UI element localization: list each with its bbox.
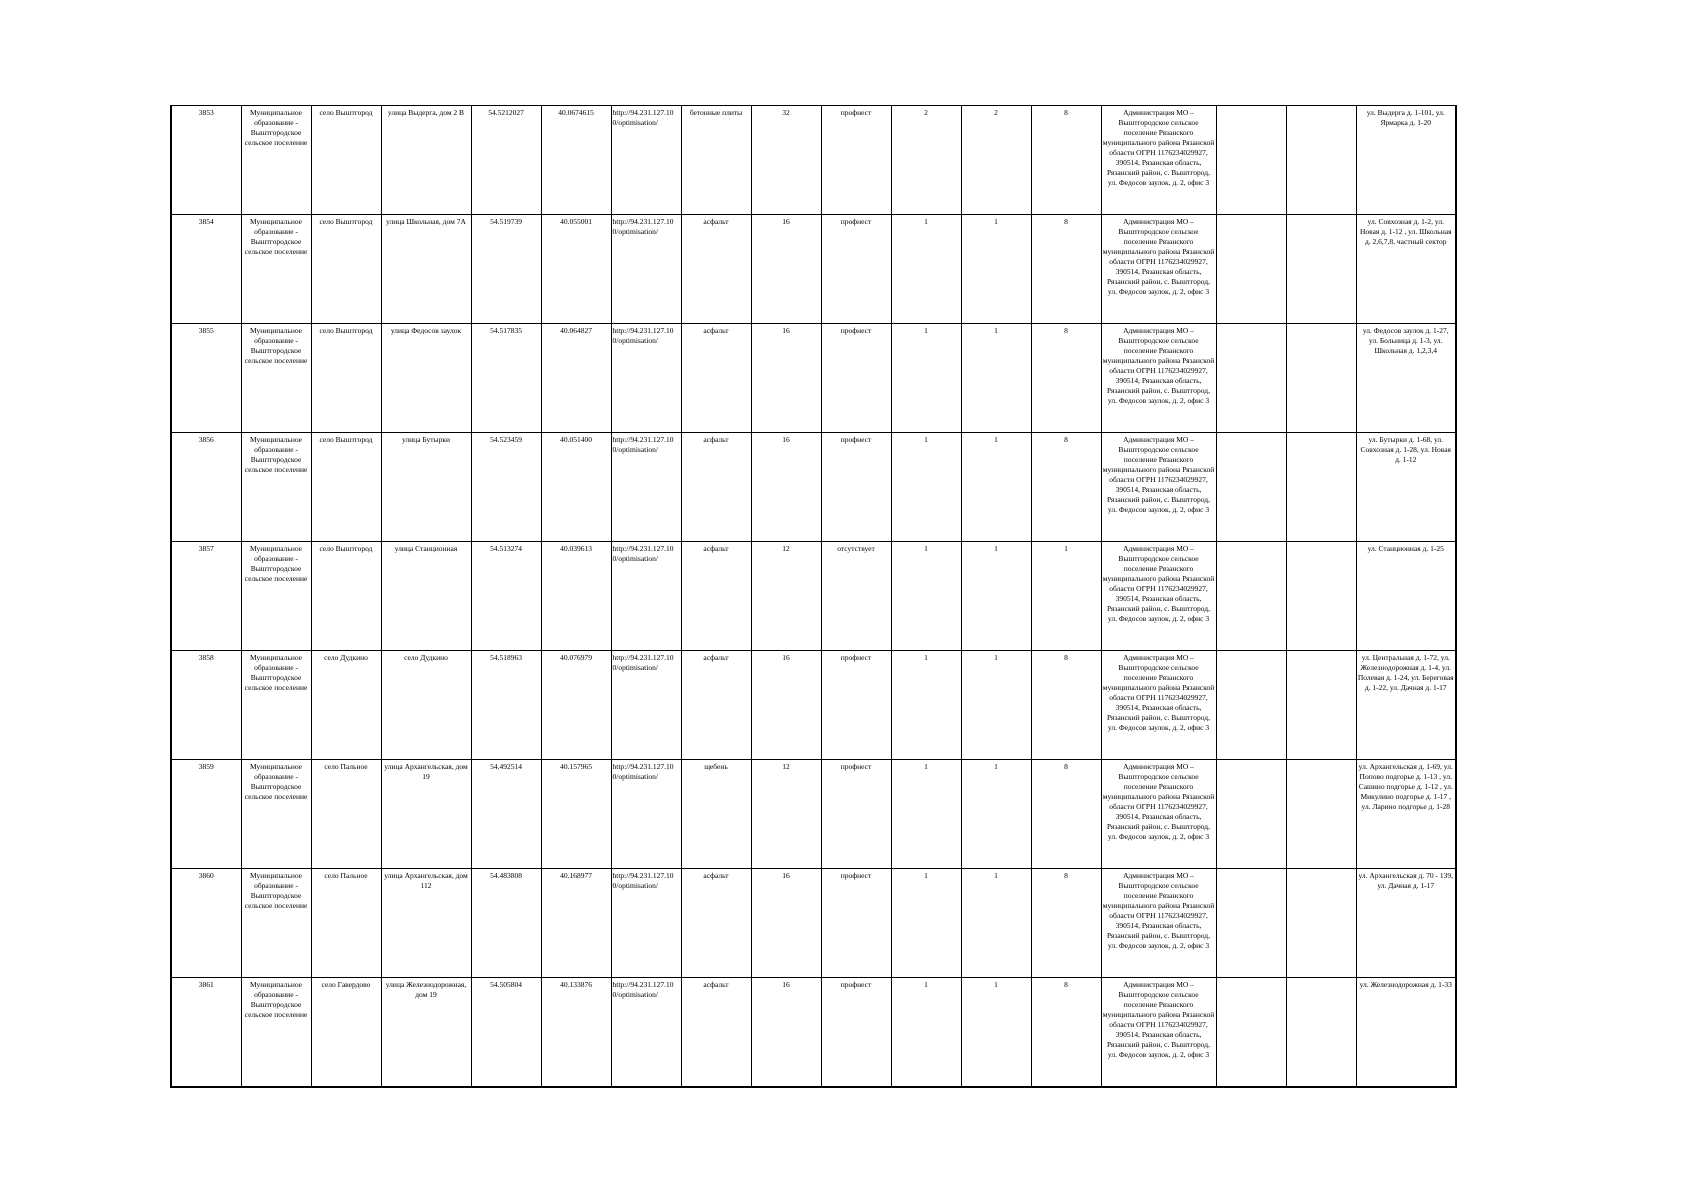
empty-cell <box>1216 215 1286 324</box>
volume-cell: 8 <box>1031 651 1101 760</box>
volume-cell: 8 <box>1031 433 1101 542</box>
volume-cell: 8 <box>1031 106 1101 215</box>
containers-planned-cell: 1 <box>891 215 961 324</box>
address-cell: улица Железнодорожная, дом 19 <box>381 978 471 1088</box>
containers-planned-cell: 1 <box>891 760 961 869</box>
latitude-cell: 54.492514 <box>471 760 541 869</box>
containers-placed-cell: 1 <box>961 978 1031 1088</box>
fence-cell: профнест <box>821 651 891 760</box>
owner-cell: Администрация МО – Выштгородское сельское поселение Рязанского муниципального района Рязанской области ОГРН 1176234029927, 390514, Рязанская область, Рязанский район, с. Выштгород, ул. Федосов заулок, д. 2, офис 3 <box>1101 651 1216 760</box>
url-cell: http://94.231.127.10 0/optimisation/ <box>611 433 681 542</box>
empty-cell <box>1216 542 1286 651</box>
empty-cell <box>1286 760 1356 869</box>
containers-planned-cell: 1 <box>891 869 961 978</box>
row-number-cell: 3859 <box>171 760 241 869</box>
volume-cell: 8 <box>1031 760 1101 869</box>
row-number-cell: 3856 <box>171 433 241 542</box>
containers-planned-cell: 1 <box>891 651 961 760</box>
owner-cell: Администрация МО – Выштгородское сельское поселение Рязанского муниципального района Рязанской области ОГРН 1176234029927, 390514, Рязанская область, Рязанский район, с. Выштгород, ул. Федосов заулок, д. 2, офис 3 <box>1101 215 1216 324</box>
row-number-cell: 3858 <box>171 651 241 760</box>
volume-cell: 1 <box>1031 542 1101 651</box>
fence-cell: профнест <box>821 106 891 215</box>
containers-planned-cell: 1 <box>891 324 961 433</box>
owner-cell: Администрация МО – Выштгородское сельское поселение Рязанского муниципального района Рязанской области ОГРН 1176234029927, 390514, Рязанская область, Рязанский район, с. Выштгород, ул. Федосов заулок, д. 2, офис 3 <box>1101 433 1216 542</box>
municipality-cell: Муниципальное образование - Выштгородское сельское поселение <box>241 433 311 542</box>
table-row <box>171 433 1456 542</box>
volume-cell: 8 <box>1031 978 1101 1088</box>
containers-placed-cell: 1 <box>961 324 1031 433</box>
containers-placed-cell: 1 <box>961 215 1031 324</box>
settlement-cell: село Дудкино <box>311 651 381 760</box>
latitude-cell: 54.513274 <box>471 542 541 651</box>
waste-sources-cell: ул. Станционная д. 1-25 <box>1356 542 1456 651</box>
latitude-cell: 54.523459 <box>471 433 541 542</box>
surface-cell: асфальт <box>681 651 751 760</box>
area-cell: 16 <box>751 978 821 1088</box>
row-number-cell: 3855 <box>171 324 241 433</box>
fence-cell: профнест <box>821 978 891 1088</box>
fence-cell: отсутствует <box>821 542 891 651</box>
waste-sources-cell: ул. Архангельская д. 70 - 139, ул. Дачная д. 1-17 <box>1356 869 1456 978</box>
table-row <box>171 760 1456 869</box>
settlement-cell: село Пальное <box>311 760 381 869</box>
area-cell: 16 <box>751 215 821 324</box>
surface-cell: щебень <box>681 760 751 869</box>
longitude-cell: 40.055001 <box>541 215 611 324</box>
containers-planned-cell: 1 <box>891 542 961 651</box>
municipality-cell: Муниципальное образование - Выштгородское сельское поселение <box>241 651 311 760</box>
waste-sources-cell: ул. Бутырки д. 1-68, ул. Совхозная д. 1-28, ул. Новая д. 1-12 <box>1356 433 1456 542</box>
fence-cell: профнест <box>821 760 891 869</box>
url-cell: http://94.231.127.10 0/optimisation/ <box>611 542 681 651</box>
longitude-cell: 40.064827 <box>541 324 611 433</box>
fence-cell: профнест <box>821 869 891 978</box>
fence-cell: профнест <box>821 433 891 542</box>
address-cell: улица Федосов заулок <box>381 324 471 433</box>
containers-placed-cell: 1 <box>961 869 1031 978</box>
empty-cell <box>1286 651 1356 760</box>
owner-cell: Администрация МО – Выштгородское сельское поселение Рязанского муниципального района Рязанской области ОГРН 1176234029927, 390514, Рязанская область, Рязанский район, с. Выштгород, ул. Федосов заулок, д. 2, офис 3 <box>1101 869 1216 978</box>
owner-cell: Администрация МО – Выштгородское сельское поселение Рязанского муниципального района Рязанской области ОГРН 1176234029927, 390514, Рязанская область, Рязанский район, с. Выштгород, ул. Федосов заулок, д. 2, офис 3 <box>1101 760 1216 869</box>
address-cell: улица Бутырки <box>381 433 471 542</box>
empty-cell <box>1286 869 1356 978</box>
municipality-cell: Муниципальное образование - Выштгородское сельское поселение <box>241 760 311 869</box>
settlement-cell: село Пальное <box>311 869 381 978</box>
empty-cell <box>1286 215 1356 324</box>
fence-cell: профнест <box>821 215 891 324</box>
latitude-cell: 54.483808 <box>471 869 541 978</box>
longitude-cell: 40.051400 <box>541 433 611 542</box>
row-number-cell: 3860 <box>171 869 241 978</box>
row-number-cell: 3854 <box>171 215 241 324</box>
url-cell: http://94.231.127.10 0/optimisation/ <box>611 978 681 1088</box>
settlement-cell: село Выштгород <box>311 433 381 542</box>
url-cell: http://94.231.127.10 0/optimisation/ <box>611 869 681 978</box>
empty-cell <box>1216 433 1286 542</box>
row-number-cell: 3861 <box>171 978 241 1088</box>
municipality-cell: Муниципальное образование - Выштгородское сельское поселение <box>241 324 311 433</box>
row-number-cell: 3853 <box>171 106 241 215</box>
latitude-cell: 54.517835 <box>471 324 541 433</box>
latitude-cell: 54.5212027 <box>471 106 541 215</box>
waste-sources-cell: ул. Выдерга д. 1-101, ул. Ярмарка д. 1-20 <box>1356 106 1456 215</box>
area-cell: 12 <box>751 760 821 869</box>
empty-cell <box>1216 869 1286 978</box>
settlement-cell: село Выштгород <box>311 542 381 651</box>
row-number-cell: 3857 <box>171 542 241 651</box>
address-cell: улица Архангельская, дом 19 <box>381 760 471 869</box>
waste-sources-cell: ул. Совхозная д. 1-2, ул. Новая д. 1-12 , ул. Школьная д. 2,6,7,8, частный сектор <box>1356 215 1456 324</box>
empty-cell <box>1216 978 1286 1088</box>
area-cell: 16 <box>751 324 821 433</box>
settlement-cell: село Выштгород <box>311 324 381 433</box>
address-cell: улица Выдерга, дом 2 В <box>381 106 471 215</box>
longitude-cell: 40.133876 <box>541 978 611 1088</box>
area-cell: 16 <box>751 433 821 542</box>
url-cell: http://94.231.127.10 0/optimisation/ <box>611 760 681 869</box>
address-cell: село Дудкино <box>381 651 471 760</box>
empty-cell <box>1216 106 1286 215</box>
table-row <box>171 106 1456 215</box>
empty-cell <box>1216 651 1286 760</box>
longitude-cell: 40.076979 <box>541 651 611 760</box>
containers-planned-cell: 1 <box>891 978 961 1088</box>
surface-cell: асфальт <box>681 324 751 433</box>
settlement-cell: село Выштгород <box>311 106 381 215</box>
table-row <box>171 978 1456 1088</box>
containers-placed-cell: 1 <box>961 542 1031 651</box>
area-cell: 16 <box>751 869 821 978</box>
waste-sources-cell: ул. Архангельская д. 1-69, ул. Попово подгорье д. 1-13 , ул. Сашино подгорье д. 1-12 , ул. Микулино подгорье д. 1-17 , ул. Ларино подгорье д. 1-28 <box>1356 760 1456 869</box>
empty-cell <box>1216 760 1286 869</box>
settlement-cell: село Выштгород <box>311 215 381 324</box>
containers-planned-cell: 1 <box>891 433 961 542</box>
table-row <box>171 542 1456 651</box>
surface-cell: асфальт <box>681 869 751 978</box>
latitude-cell: 54.505804 <box>471 978 541 1088</box>
empty-cell <box>1216 324 1286 433</box>
owner-cell: Администрация МО – Выштгородское сельское поселение Рязанского муниципального района Рязанской области ОГРН 1176234029927, 390514, Рязанская область, Рязанский район, с. Выштгород, ул. Федосов заулок, д. 2, офис 3 <box>1101 106 1216 215</box>
url-cell: http://94.231.127.10 0/optimisation/ <box>611 324 681 433</box>
municipality-cell: Муниципальное образование - Выштгородское сельское поселение <box>241 978 311 1088</box>
url-cell: http://94.231.127.10 0/optimisation/ <box>611 215 681 324</box>
url-cell: http://94.231.127.10 0/optimisation/ <box>611 106 681 215</box>
registry-body <box>171 106 1456 1088</box>
address-cell: улица Станционная <box>381 542 471 651</box>
empty-cell <box>1286 542 1356 651</box>
surface-cell: асфальт <box>681 215 751 324</box>
table-row <box>171 869 1456 978</box>
fence-cell: профнест <box>821 324 891 433</box>
table-row <box>171 651 1456 760</box>
municipality-cell: Муниципальное образование - Выштгородское сельское поселение <box>241 542 311 651</box>
area-cell: 16 <box>751 651 821 760</box>
latitude-cell: 54.518963 <box>471 651 541 760</box>
surface-cell: бетонные плиты <box>681 106 751 215</box>
volume-cell: 8 <box>1031 324 1101 433</box>
longitude-cell: 40.168977 <box>541 869 611 978</box>
municipality-cell: Муниципальное образование - Выштгородское сельское поселение <box>241 106 311 215</box>
owner-cell: Администрация МО – Выштгородское сельское поселение Рязанского муниципального района Рязанской области ОГРН 1176234029927, 390514, Рязанская область, Рязанский район, с. Выштгород, ул. Федосов заулок, д. 2, офис 3 <box>1101 324 1216 433</box>
empty-cell <box>1286 324 1356 433</box>
empty-cell <box>1286 106 1356 215</box>
longitude-cell: 40.039613 <box>541 542 611 651</box>
longitude-cell: 40.0674615 <box>541 106 611 215</box>
longitude-cell: 40.157965 <box>541 760 611 869</box>
address-cell: улица Школьная, дом 7А <box>381 215 471 324</box>
containers-placed-cell: 1 <box>961 433 1031 542</box>
surface-cell: асфальт <box>681 978 751 1088</box>
containers-placed-cell: 1 <box>961 760 1031 869</box>
municipality-cell: Муниципальное образование - Выштгородское сельское поселение <box>241 869 311 978</box>
surface-cell: асфальт <box>681 542 751 651</box>
empty-cell <box>1286 433 1356 542</box>
settlement-cell: село Гавердово <box>311 978 381 1088</box>
volume-cell: 8 <box>1031 869 1101 978</box>
registry-table <box>170 105 1457 1088</box>
latitude-cell: 54.519739 <box>471 215 541 324</box>
table-row <box>171 324 1456 433</box>
owner-cell: Администрация МО – Выштгородское сельское поселение Рязанского муниципального района Рязанской области ОГРН 1176234029927, 390514, Рязанская область, Рязанский район, с. Выштгород, ул. Федосов заулок, д. 2, офис 3 <box>1101 542 1216 651</box>
empty-cell <box>1286 978 1356 1088</box>
waste-sources-cell: ул. Железнодорожная д. 1-33 <box>1356 978 1456 1088</box>
volume-cell: 8 <box>1031 215 1101 324</box>
address-cell: улица Архангельская, дом 112 <box>381 869 471 978</box>
containers-placed-cell: 1 <box>961 651 1031 760</box>
owner-cell: Администрация МО – Выштгородское сельское поселение Рязанского муниципального района Рязанской области ОГРН 1176234029927, 390514, Рязанская область, Рязанский район, с. Выштгород, ул. Федосов заулок, д. 2, офис 3 <box>1101 978 1216 1088</box>
url-cell: http://94.231.127.10 0/optimisation/ <box>611 651 681 760</box>
surface-cell: асфальт <box>681 433 751 542</box>
municipality-cell: Муниципальное образование - Выштгородское сельское поселение <box>241 215 311 324</box>
waste-sources-cell: ул. Центральная д. 1-72, ул. Железнодорожная д. 1-4, ул. Полевая д. 1-24, ул. Береговая д. 1-22, ул. Дачная д. 1-17 <box>1356 651 1456 760</box>
area-cell: 12 <box>751 542 821 651</box>
area-cell: 32 <box>751 106 821 215</box>
containers-placed-cell: 2 <box>961 106 1031 215</box>
containers-planned-cell: 2 <box>891 106 961 215</box>
table-row <box>171 215 1456 324</box>
waste-sources-cell: ул. Федосов заулок д. 1-27, ул. Больница д. 1-3, ул. Школьная д. 1,2,3,4 <box>1356 324 1456 433</box>
